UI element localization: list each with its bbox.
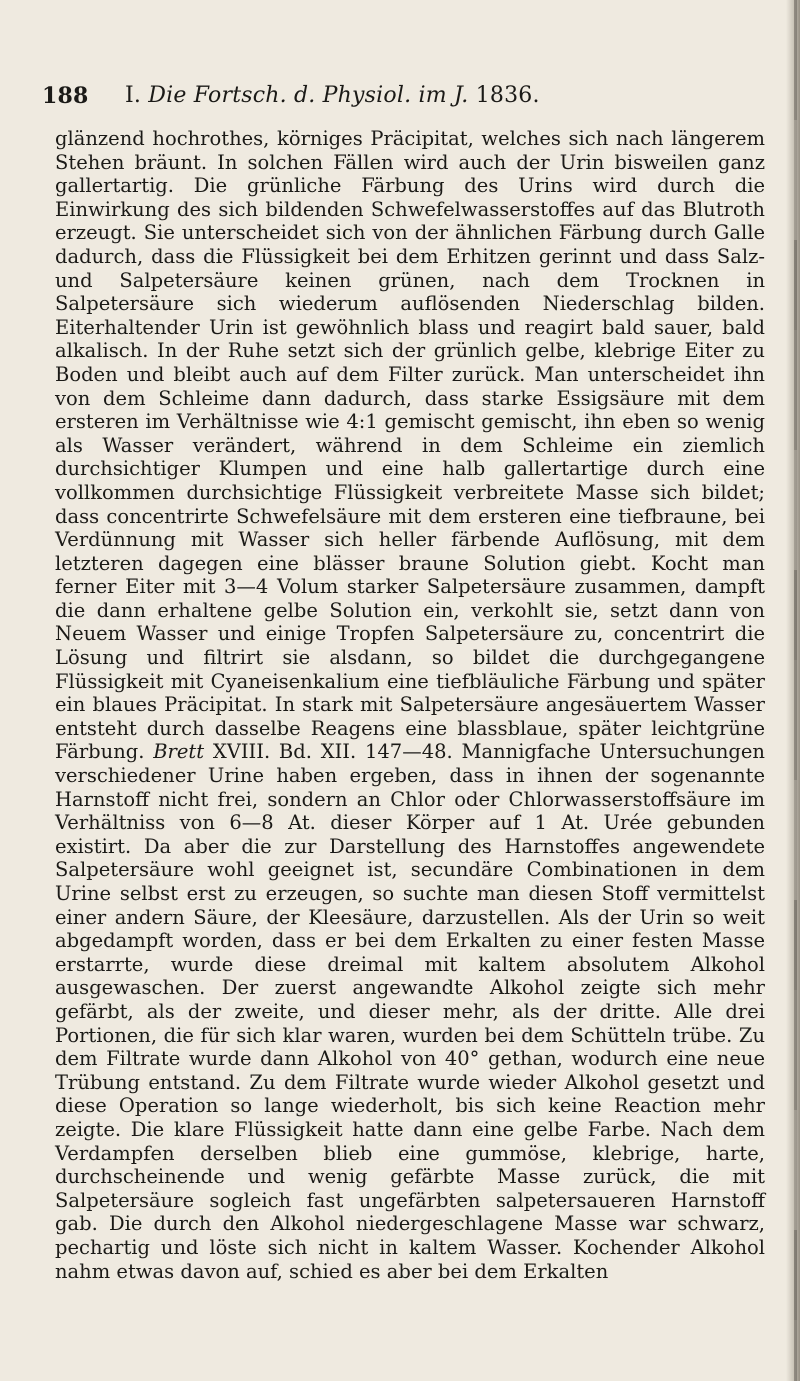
page-number: 188 (42, 83, 89, 109)
page-edge-mark (794, 0, 797, 1381)
running-year: 1836. (475, 83, 540, 108)
page-header (42, 76, 762, 116)
running-title: Die Fortsch. d. Physiol. im J. (148, 83, 469, 108)
paragraph (55, 127, 765, 1283)
running-head (125, 76, 540, 116)
text-part-1: glänzend hochrothes, körniges Präcipitat, welches sich nach längerem Stehen bräunt. In solchen Fällen wird auch der Urin bisweilen ganz gallertartig. Die grünliche Färbung des Urins wird durch die Einwirkung des sich bildenden Schwefelwasserstoffes auf das Blutroth erzeugt. Sie unterscheidet sich von der ähnlichen Färbung durch Galle dadurch, dass die Flüssigkeit bei dem Erhitzen gerinnt und dass Salz- und Salpetersäure keinen grünen, nach dem Trocknen in Salpetersäure sich wiederum auflösenden Niederschlag bilden. Eiterhaltender Urin ist gewöhnlich blass und reagirt bald sauer, bald alkalisch. In der Ruhe setzt sich der grünlich gelbe, klebrige Eiter zu Boden und bleibt auch auf dem Filter zurück. Man unterscheidet ihn von dem Schleime dann dadurch, dass starke Essigsäure mit dem ersteren im Verhältnisse wie 4:1 gemischt gemischt, ihn eben so wenig als Wasser verändert, während in dem Schleime ein ziemlich durchsichtiger Klumpen und eine halb gallertartige durch eine vollkommen durchsichtige Flüssigkeit verbreitete Masse sich bildet; dass concentrirte Schwefelsäure mit dem ersteren eine tiefbraune, bei Verdünnung mit Wasser sich heller färbende Auflösung, mit dem letzteren dagegen eine blässer braune Solution giebt. Kocht man ferner Eiter mit 3—4 Volum starker Salpetersäure zusammen, dampft die dann erhaltene gelbe Solution ein, verkohlt sie, setzt dann von Neuem Wasser und einige Tropfen Salpetersäure zu, concentrirt die Lösung und filtrirt sie alsdann, so bildet die durchgegangene Flüssigkeit mit Cyaneisenkalium eine tiefbläuliche Färbung und später ein blaues Präcipitat. In stark mit Salpetersäure angesäuertem Wasser entsteht durch dasselbe Reagens eine blassblaue, später leichtgrüne Färbung. (55, 127, 765, 764)
text-part-2: XVIII. Bd. XII. 147—48. Mannigfache Untersuchungen verschiedener Urine haben ergeben, dass in ihnen der sogenannte Harnstoff nicht frei, sondern an Chlor oder Chlorwasserstoffsäure im Verhältniss von 6—8 At. dieser Körper auf 1 At. Urée gebunden existirt. Da aber die zur Darstellung des Harnstoffes angewendete Salpetersäure wohl geeignet ist, secundäre Combinationen in dem Urine selbst erst zu erzeugen, so suchte man diesen Stoff vermittelst einer andern Säure, der Kleesäure, darzustellen. Als der Urin so weit abgedampft worden, dass er bei dem Erkalten zu einer festen Masse erstarrte, wurde diese dreimal mit kaltem absolutem Alkohol ausgewaschen. Der zuerst angewandte Alkohol zeigte sich mehr gefärbt, als der zweite, und dieser mehr, als der dritte. Alle drei Portionen, die für sich klar waren, wurden bei dem Schütteln trübe. Zu dem Filtrate wurde dann Alkohol von 40° gethan, wodurch eine neue Trübung entstand. Zu dem Filtrate wurde wieder Alkohol gesetzt und diese Operation so lange wiederholt, bis sich keine Reaction mehr zeigte. Die klare Flüssigkeit hatte dann eine gelbe Farbe. Nach dem Verdampfen derselben blieb eine gummöse, klebrige, harte, durchscheinende und wenig gefärbte Masse zurück, die mit Salpetersäure sogleich fast ungefärbten salpetersaueren Harnstoff gab. Die durch den Alkohol niedergeschlagene Masse war schwarz, pechartig und löste sich nicht in kaltem Wasser. Kochender Alkohol nahm etwas davon auf, schied es aber bei dem Erkalten (55, 740, 765, 1283)
reference-name: Brett (153, 740, 205, 764)
section-number: I. (125, 83, 142, 108)
body-text (55, 127, 765, 1283)
page-edge-shadow (786, 0, 800, 1381)
